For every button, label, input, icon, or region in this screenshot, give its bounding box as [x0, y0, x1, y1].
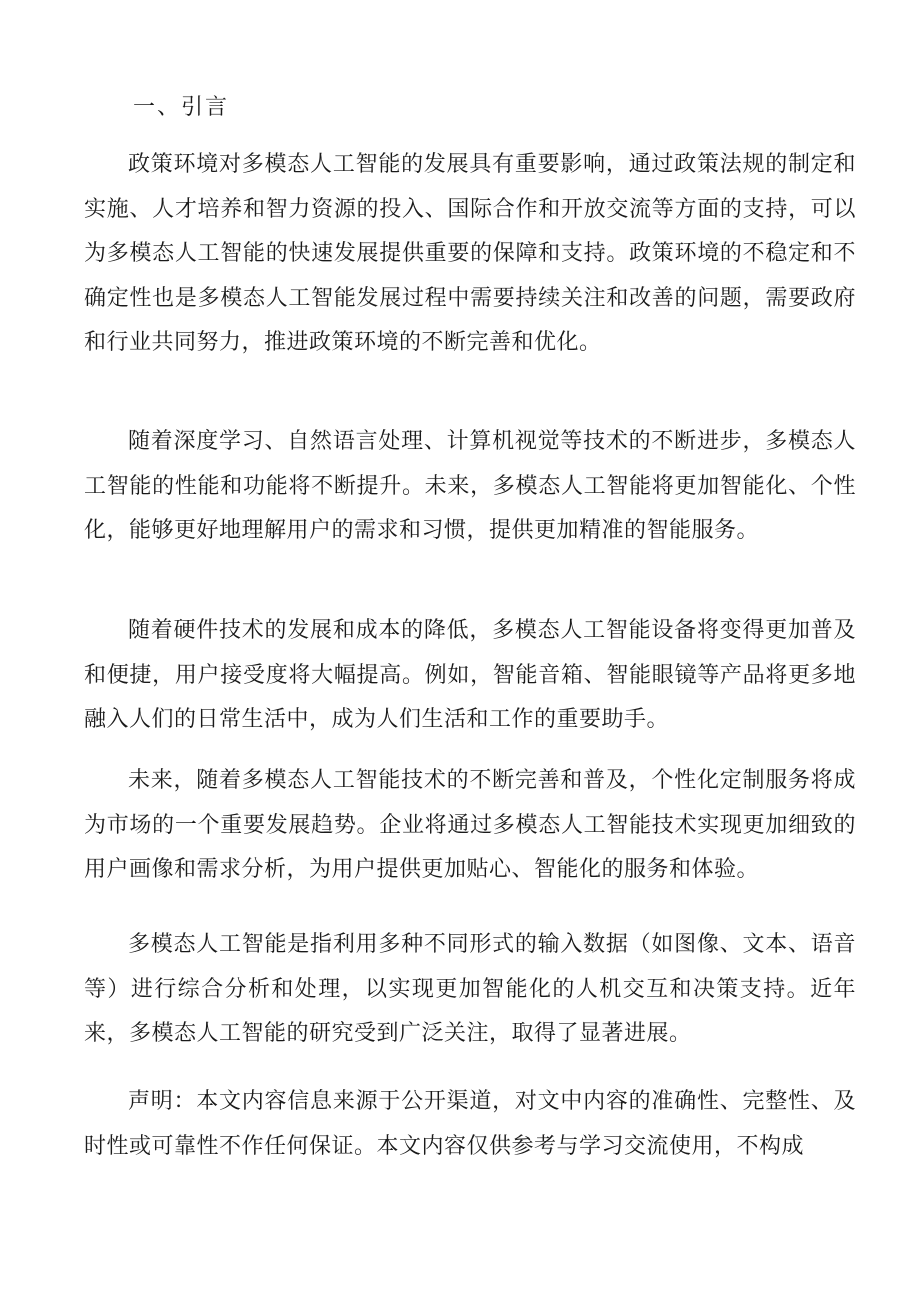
paragraph-hardware-development: 随着硬件技术的发展和成本的降低，多模态人工智能设备将变得更加普及和便捷，用户接受度将大幅提高。例如，智能音箱、智能眼镜等产品将更多地融入人们的日常生活中，成为人们生活和工作的重要助手。 — [84, 618, 856, 732]
section-heading: 一、引言 — [133, 95, 230, 120]
paragraph-technology-progress: 随着深度学习、自然语言处理、计算机视觉等技术的不断进步，多模态人工智能的性能和功能将不断提升。未来，多模态人工智能将更加智能化、个性化，能够更好地理解用户的需求和习惯，提供更加精准的智能服务。 — [84, 429, 856, 543]
paragraph-policy-environment: 政策环境对多模态人工智能的发展具有重要影响，通过政策法规的制定和实施、人才培养和智力资源的投入、国际合作和开放交流等方面的支持，可以为多模态人工智能的快速发展提供重要的保障和支持。政策环境的不稳定和不确定性也是多模态人工智能发展过程中需要持续关注和改善的问题，需要政府和行业共同努力，推进政策环境的不断完善和优化。 — [84, 152, 856, 355]
paragraph-definition: 多模态人工智能是指利用多种不同形式的输入数据（如图像、文本、语音等）进行综合分析和处理，以实现更加智能化的人机交互和决策支持。近年来，多模态人工智能的研究受到广泛关注，取得了显著进展。 — [84, 932, 856, 1046]
paragraph-disclaimer: 声明：本文内容信息来源于公开渠道，对文中内容的准确性、完整性、及时性或可靠性不作任何保证。本文内容仅供参考与学习交流使用，不构成 — [84, 1089, 856, 1159]
paragraph-personalized-service: 未来，随着多模态人工智能技术的不断完善和普及，个性化定制服务将成为市场的一个重要发展趋势。企业将通过多模态人工智能技术实现更加细致的用户画像和需求分析，为用户提供更加贴心、智能化的服务和体验。 — [84, 768, 856, 882]
